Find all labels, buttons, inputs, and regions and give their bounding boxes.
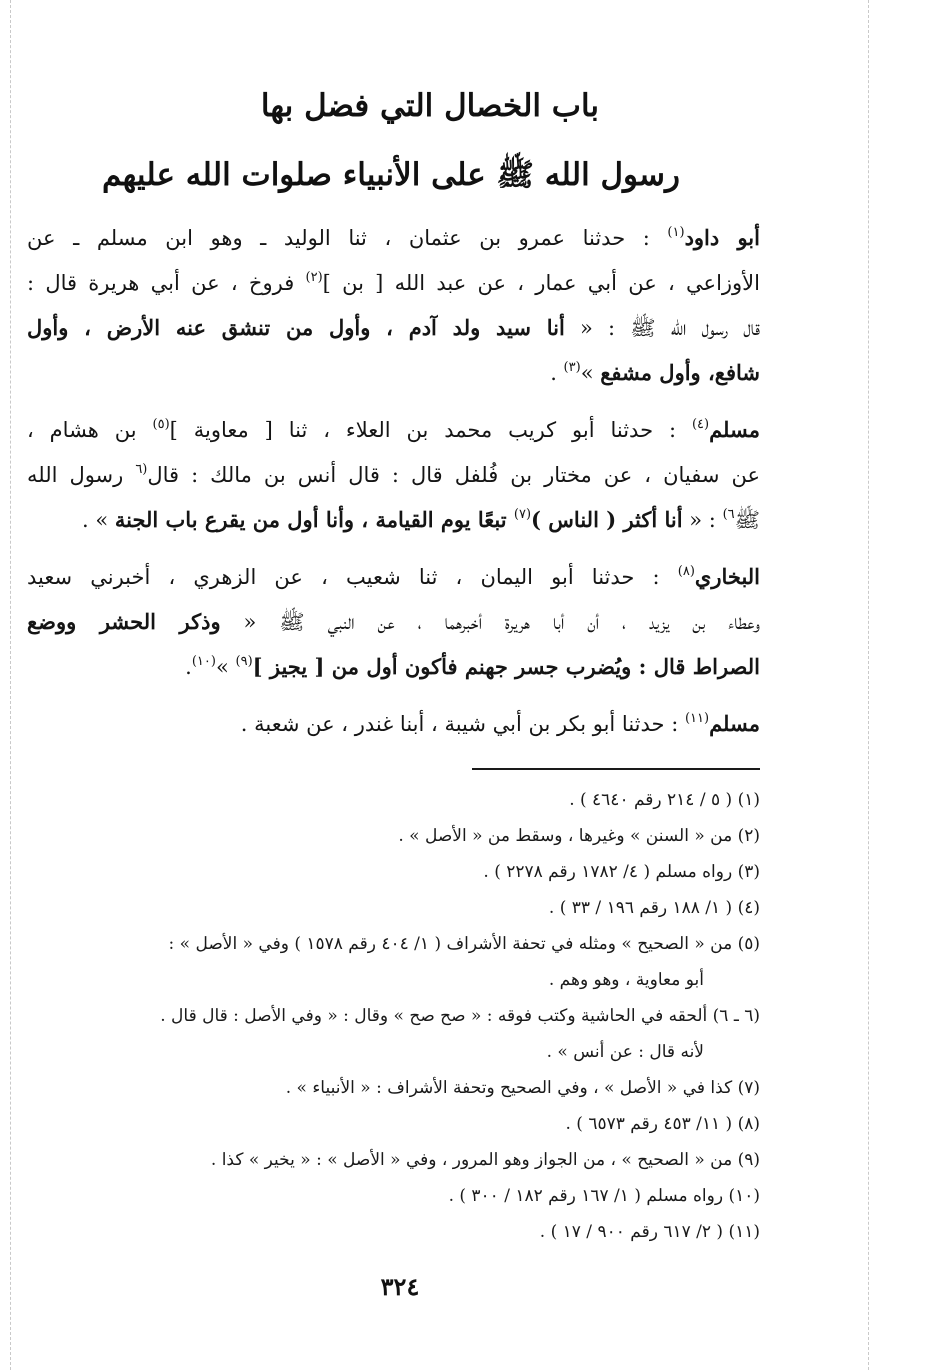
isnad-text: بن هشام ، [27,418,153,442]
chapter-title-line2: رسول الله ﷺ على الأنبياء صلوات الله عليهم [101,157,680,193]
footnote-2: (٢) من « السنن » وغيرها ، وسقط من « الأصل » . [398,826,760,846]
matn-text: وذكر الحشر ووضع [27,609,221,634]
footnote-ref: (١٠) [191,654,216,669]
source-name: مسلم [709,711,760,736]
hadith-abu-dawud-line-3 [27,311,760,345]
hadith-muslim-line-3 [82,503,760,537]
footnote-ref: (٧) [513,507,532,522]
footnote-separator [472,768,760,770]
footnote-ref: (٩) [235,654,253,669]
scan-edge-left [10,0,11,1370]
punctuation: . [550,361,564,385]
matn-text: الصراط قال : ويُضرب جسر جهنم فأكون أول من [ يجيز ] [252,654,760,679]
hadith-bukhari-line-3 [185,650,760,684]
footnote-ref: (٦ [135,462,148,477]
source-name: البخاري [694,564,761,589]
hadith-muslim-line-2 [27,458,760,492]
footnote-ref: (١) [667,225,685,240]
footnote-5: (٥) من « الصحيح » ومثله في تحفة الأشراف ( ١/ ٤٠٤ رقم ١٥٧٨ ) وفي « الأصل » : [168,934,760,954]
isnad-text: : حدثنا عمرو بن عثمان ، ثنا الوليد ـ وهو ابن مسلم ـ عن [27,226,668,250]
quote-mark: » [215,655,236,679]
footnote-ref: ٦) [722,507,735,522]
footnote-ref: (٣) [563,360,581,375]
source-name: أبو داود [684,225,760,250]
footnote-ref: (٥) [152,417,170,432]
footnote-9: (٩) من « الصحيح » ، من الجواز وهو المرور ، وفي « الأصل » : « يخير » كذا . [210,1150,760,1170]
footnote-3: (٣) رواه مسلم ( ٤/ ١٧٨٢ رقم ٢٢٧٨ ) . [483,862,760,882]
footnote-1: (١) ( ٥ / ٢١٤ رقم ٤٦٤٠ ) . [569,790,760,810]
isnad-text: وعطاء بن يزيد ، أن أبا هريرة أخبرهما ، عن النبي ﷺ « [220,610,760,634]
matn-text: تبعًا يوم القيامة ، وأنا أول من يقرع باب الجنة [114,507,514,532]
matn-text: أنا أكثر ( الناس ) [531,507,683,532]
isnad-text: الأوزاعي ، عن أبي عمار ، عن عبد الله [ بن ] [322,271,760,295]
matn-text: أنا سيد ولد آدم ، وأول من تنشق عنه الأرض ، وأول [27,315,565,340]
isnad-text: عن سفيان ، عن مختار بن فُلفل قال : قال أنس بن مالك : قال [147,463,760,487]
footnote-8: (٨) ( ١١/ ٤٥٣ رقم ٦٥٧٣ ) . [565,1114,760,1134]
quote-mark: : « [682,508,723,532]
isnad-text: قال رسول الله ﷺ : « [564,316,761,340]
isnad-text: رسول الله [27,463,136,487]
footnote-6-continued: لأنه قال : عن أنس » . [546,1042,704,1062]
quote-mark: » [580,361,601,385]
footnote-ref: (٢) [305,270,323,285]
page-number: ٣٢٤ [380,1272,420,1301]
hadith-muslim-line-1 [27,413,760,447]
isnad-text: : حدثنا أبو بكر بن أبي شيبة ، أبنا غندر ، عن شعبة . [240,712,685,736]
footnote-7: (٧) كذا في « الأصل » ، وفي الصحيح وتحفة الأشراف : « الأنبياء » . [285,1078,760,1098]
footnote-10: (١٠) رواه مسلم ( ١/ ١٦٧ رقم ١٨٢ / ٣٠٠ ) . [448,1186,760,1206]
footnote-4: (٤) ( ١/ ١٨٨ رقم ١٩٦ / ٣٣ ) . [548,898,760,918]
hadith-bukhari-line-2 [27,605,760,639]
footnote-ref: (٤) [691,417,710,432]
scan-edge-right [868,0,869,1370]
hadith-abu-dawud-line-2 [27,266,760,300]
isnad-text: فروخ ، عن أبي هريرة قال : [27,271,306,295]
hadith-abu-dawud-line-1 [27,221,760,255]
isnad-text: : حدثنا أبو اليمان ، ثنا شعيب ، عن الزهري ، أخبرني سعيد [27,565,678,589]
footnote-11: (١١) ( ٢/ ٦١٧ رقم ٩٠٠ / ١٧ ) . [539,1222,760,1242]
hadith-bukhari-line-1 [27,560,760,594]
footnote-5-continued: أبو معاوية ، وهو وهم . [548,970,704,990]
isnad-text: : حدثنا أبو كريب محمد بن العلاء ، ثنا [ معاوية ] [169,418,692,442]
hadith-muslim-2-line-1 [241,707,760,741]
footnote-ref: (١١) [684,711,710,726]
matn-text: شافع، وأول مشفع [600,360,760,385]
punctuation: . [185,655,192,679]
source-name: مسلم [709,417,760,442]
hadith-abu-dawud-line-4 [550,356,760,390]
footnote-6: (٦ ـ ٦) ألحقه في الحاشية وكتب فوقه : « صح صح » وقال : « وفي الأصل : قال قال . [160,1006,760,1026]
chapter-title-line1: باب الخصال التي فضل بها [260,88,600,124]
honorific: ﷺ [734,508,760,532]
footnote-ref: (٨) [677,564,695,579]
quote-mark: » . [81,508,115,532]
